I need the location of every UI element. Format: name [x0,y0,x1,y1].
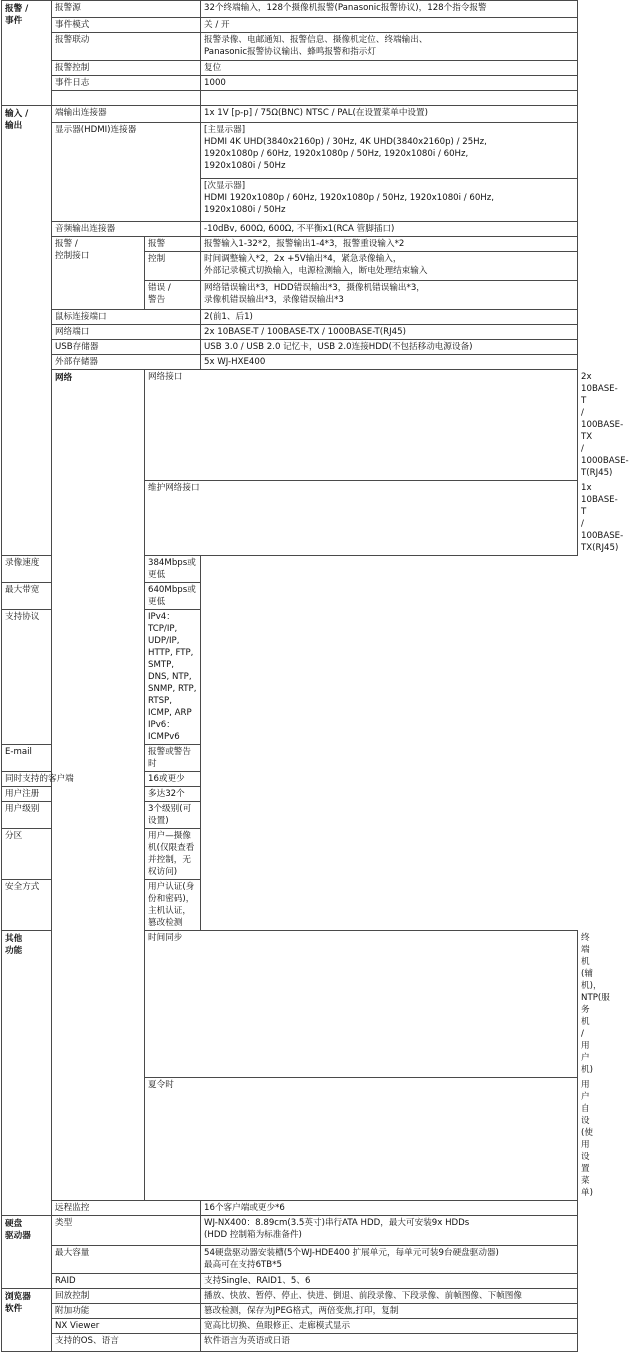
spec-row [2,310,578,325]
spec-value: 1x 1V [p-p] / 75Ω(BNC) NTSC / PAL(在设置菜单中设置) [201,106,578,123]
spec-value: 报警输入1-32*2，报警输出1-4*3，报警重设输入*2 [201,237,578,252]
spec-value: -10dBv, 600Ω, 600Ω, 不平衡x1(RCA 管脚插口) [201,222,578,237]
category-cell: 网络 [52,370,145,1201]
spec-row: 其他 功能 时间同步 终端机(辅机)，NTP(服务机 / 用户机) [2,931,578,1078]
spec-row [2,33,578,61]
category-cell: 浏览器 软件 [2,1289,52,1352]
spec-row [2,880,578,931]
spec-row [2,802,578,829]
spec-label: 远程监控 [52,1201,201,1216]
spec-value: 16或更少 [145,772,201,787]
spec-label: 回放控制 [52,1289,201,1304]
spec-label: 同时支持的客户端 [2,772,145,787]
spec-row [2,1274,578,1289]
spec-label: 维护网络接口 [145,481,578,556]
spec-value: 2(前1、后1) [201,310,578,325]
spec-value: 宽高比切换、鱼眼修正、走廊模式显示 [201,1319,578,1334]
spec-value: WJ-NX400：8.89cm(3.5英寸)串行ATA HDD，最大可安装9x HDDs (HDD 控制箱为标准备件) [201,1216,578,1246]
spec-row [2,745,578,772]
spec-label: 鼠标连接端口 [52,310,201,325]
category-cell: 其他 功能 [2,931,52,1216]
spec-row [2,1216,578,1246]
spec-label: 事件日志 [52,76,201,91]
spec-table-body [2,1,629,1352]
spec-value: 复位 [201,61,578,76]
spec-row [2,1289,578,1304]
spec-table [1,0,629,1352]
spec-value: 用户—摄像机(仅限查看并控制，无权访问) [145,829,201,880]
spec-row [2,829,578,880]
spec-row [2,610,578,745]
spec-value: 篡改检测，保存为JPEG格式，两倍变焦,打印，复制 [201,1304,578,1319]
spec-value: 关 / 开 [201,18,578,33]
spec-value: 54硬盘驱动器安装槽(5个WJ-HDE400 扩展单元，每单元可装9台硬盘驱动器) 最高可在支持6TB*5 [201,1246,578,1274]
spec-row [2,583,578,610]
spec-label: 夏令时 [145,1078,578,1201]
spec-value: 多达32个 [145,787,201,802]
spec-row [2,1334,578,1352]
spec-label: 支持的OS、语言 [52,1334,201,1352]
spec-row [2,556,578,583]
category-cell: 报警 / 事件 [2,1,52,106]
spec-label: 用户级别 [2,802,145,829]
spec-value: 5x WJ-HXE400 [201,355,578,370]
spec-value: 1000 [201,76,578,91]
spec-label: 最大带宽 [2,583,145,610]
spec-sublabel: 错误 / 警告 [145,281,201,310]
spec-value: 软件语言为英语或日语 [201,1334,578,1352]
spec-value: 报警或警告时 [145,745,201,772]
spec-value: 支持Single、RAID1、5、6 [201,1274,578,1289]
spec-value: 报警录像、电邮通知、报警信息、摄像机定位、终端输出、 Panasonic报警协议输出、蜂鸣报警和指示灯 [201,33,578,61]
spec-label: 事件模式 [52,18,201,33]
spec-row [2,1319,578,1334]
spec-row [2,18,578,33]
spec-row [2,340,578,355]
spec-value: 384Mbps或更低 [145,556,201,583]
spec-label: 端输出连接器 [52,106,201,123]
spec-value: 32个终端输入，128个摄像机报警(Panasonic报警协议)，128个指令报警 [201,1,578,18]
spec-label: 外部存储器 [52,355,201,370]
spec-value: USB 3.0 / USB 2.0 记忆卡，USB 2.0连接HDD(不包括移动电源设备) [201,340,578,355]
spec-label: RAID [52,1274,201,1289]
spec-row [2,325,578,340]
spec-row: 夏令时 用户自设(使用设置菜单) [2,1078,578,1201]
spec-label: 显示器(HDMI)连接器 [52,123,201,222]
spec-label: E-mail [2,745,145,772]
spec-row [2,76,578,91]
spec-row [2,106,578,123]
spec-value: 2x 10BASE-T / 100BASE-TX / 1000BASE-T(RJ45) [201,325,578,340]
spec-label: 分区 [2,829,145,880]
spec-row [2,772,578,787]
spec-row [2,355,578,370]
spec-row [2,1201,578,1216]
spec-row [2,1,578,18]
spec-label: 网络接口 [145,370,578,481]
spec-label: 用户注册 [2,787,145,802]
spec-label: 录像速度 [2,556,145,583]
spec-row: 网络 网络接口 2x 10BASE-T / 100BASE-TX / 1000BASE-T(RJ45) [2,370,578,481]
spec-value: IPv4：TCP/IP, UDP/IP, HTTP, FTP, SMTP, DNS, NTP, SNMP, RTP, RTSP, ICMP, ARP IPv6：ICMPv6 [145,610,201,745]
category-cell: 输入 / 输出 [2,106,52,556]
spec-sublabel: 报警 [145,237,201,252]
spec-value: 时间调整输入*2，2x +5V输出*4，紧急录像输入， 外部记录模式切换输入，电源检测输入，断电处理结束输入 [201,252,578,281]
spec-value: 用户认证(身份和密码)，主机认证，篡改检测 [145,880,201,931]
spec-label: 报警联动 [52,33,201,61]
spec-row [2,123,578,179]
spec-value: 播放、快放、暂停、停止、快进、倒退、前段录像、下段录像、前帧图像、下帧图像 [201,1289,578,1304]
spec-value: 640Mbps或更低 [145,583,201,610]
spec-label: NX Viewer [52,1319,201,1334]
spec-label: 报警 / 控制接口 [52,237,145,310]
spec-label: 最大容量 [52,1246,201,1274]
spec-label [52,91,201,106]
spec-label: 网络端口 [52,325,201,340]
spec-row [2,91,578,106]
spec-sublabel: 控制 [145,252,201,281]
spec-label: 报警源 [52,1,201,18]
spec-row [2,1304,578,1319]
spec-value [201,91,578,106]
spec-row [2,237,578,252]
spec-row [2,1246,578,1274]
spec-value: [次显示器] HDMI 1920x1080p / 60Hz, 1920x1080p / 50Hz, 1920x1080i / 60Hz, 1920x1080i / 50Hz [201,179,578,222]
spec-row: 维护网络接口 1x 10BASE-T / 100BASE-TX(RJ45) [2,481,578,556]
spec-value: [主显示器] HDMI 4K UHD(3840x2160p) / 30Hz, 4K UHD(3840x2160p) / 25Hz, 1920x1080p / 60Hz, 1920x1080p / 50Hz, 1920x1080i / 60Hz, 1920x1080i / 50Hz [201,123,578,179]
spec-label: 类型 [52,1216,201,1246]
spec-label: 附加功能 [52,1304,201,1319]
spec-label: 支持协议 [2,610,145,745]
spec-label: 报警控制 [52,61,201,76]
spec-row [2,222,578,237]
spec-label: 音频输出连接器 [52,222,201,237]
spec-label: 时间同步 [145,931,578,1078]
category-cell: 硬盘 驱动器 [2,1216,52,1289]
spec-label: 安全方式 [2,880,145,931]
spec-label: USB存储器 [52,340,201,355]
spec-value: 3个级别(可设置) [145,802,201,829]
spec-row [2,787,578,802]
spec-value: 16个客户端或更少*6 [201,1201,578,1216]
spec-value: 网络错误输出*3，HDD错误输出*3，摄像机错误输出*3， 录像机错误输出*3，录像错误输出*3 [201,281,578,310]
spec-row [2,61,578,76]
